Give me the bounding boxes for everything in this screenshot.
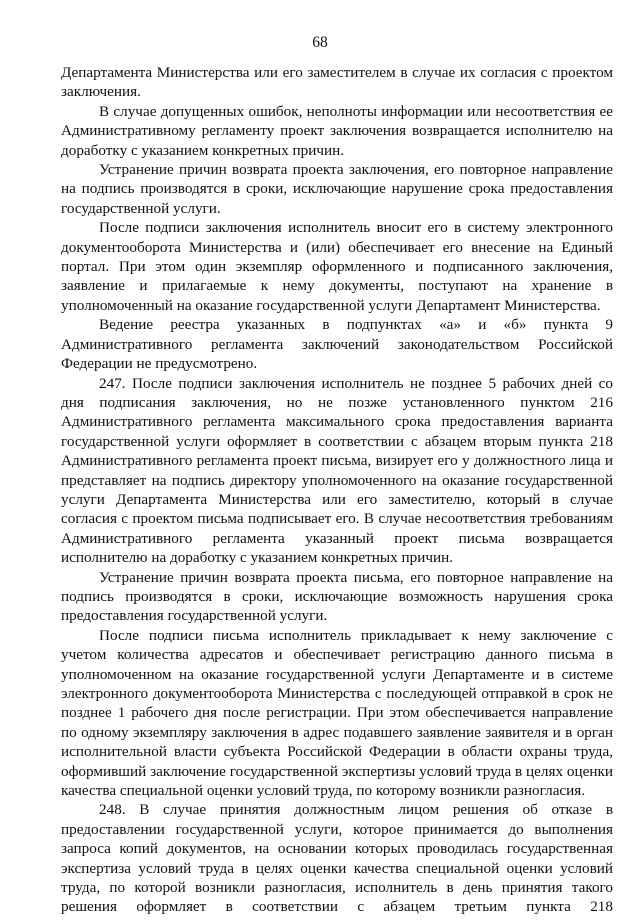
paragraph: Устранение причин возврата проекта письма, его повторное направление на подпись производятся в сроки, исключающие возможность нарушения срока предоставления государственной услуги. bbox=[61, 568, 613, 625]
paragraph: Устранение причин возврата проекта заключения, его повторное направление на подпись производятся в сроки, исключающие нарушение срока предоставления государственной услуги. bbox=[61, 161, 613, 217]
paragraph: Ведение реестра указанных в подпунктах «а» и «б» пункта 9 Административного регламента заключений законодательством Российской Федерации не предусмотрено. bbox=[61, 316, 613, 373]
paragraph: После подписи заключения исполнитель вносит его в систему электронного документооборота Министерства и (или) обеспечивает его внесение на Единый портал. При этом один экземпляр оформленного и подписанного заключения, заявление и прилагаемые к нему документы, поступают на хранение в уполномоченный на оказание государственной услуги Департамент Министерства. bbox=[61, 219, 613, 314]
paragraph: В случае допущенных ошибок, неполноты информации или несоответствия ее Административному регламенту проект заключения возвращается исполнителю на доработку с указанием конкретных причин. bbox=[61, 102, 613, 159]
paragraph: Департамента Министерства или его заместителем в случае их согласия с проектом заключения. bbox=[61, 64, 613, 101]
body-text bbox=[61, 63, 613, 917]
paragraph: После подписи письма исполнитель прикладывает к нему заключение с учетом количества адресатов и обеспечивает регистрацию данного письма в уполномоченном на оказание государственной услуги Департаменте и в системе электронного документооборота Министерства с последующей отправкой в срок не позднее 1 рабочего дня после регистрации. При этом обеспечивается направление по одному экземпляру заключения в адрес подавшего заявление заявителя и в орган исполнительной власти субъекта Российской Федерации в области охраны труда, оформивший заключение государственной экспертизы условий труда в целях оценки качества специальной оценки условий труда, по которому возникли разногласия. bbox=[61, 626, 613, 800]
paragraph-248: 248. В случае принятия должностным лицом решения об отказе в предоставлении государственной услуги, которое принимается до выполнения запроса копий документов, на основании которых проводилась государственная экспертиза условий труда в целях оценки качества специальной оценки условий труда, по которой возникли разногласия, исполнитель в день принятия такого решения оформляет в соответствии с абзацем третьим пункта 218 bbox=[61, 801, 613, 916]
paragraph-247: 247. После подписи заключения исполнитель не позднее 5 рабочих дней со дня подписания заключения, но не позже установленного пунктом 216 Административного регламента максимального срока предоставления варианта государственной услуги оформляет в соответствии с абзацем вторым пункта 218 Административного регламента проект письма, визирует его у должностного лица и представляет на подпись директору уполномоченного на оказание государственной услуги Департамента Министерства или его заместителю, который в случае согласия с проектом письма подписывает его. В случае несоответствия требованиям Административного регламента указанный проект письма возвращается исполнителю на доработку с указанием конкретных причин. bbox=[61, 374, 613, 567]
page-number: 68 bbox=[312, 34, 328, 51]
